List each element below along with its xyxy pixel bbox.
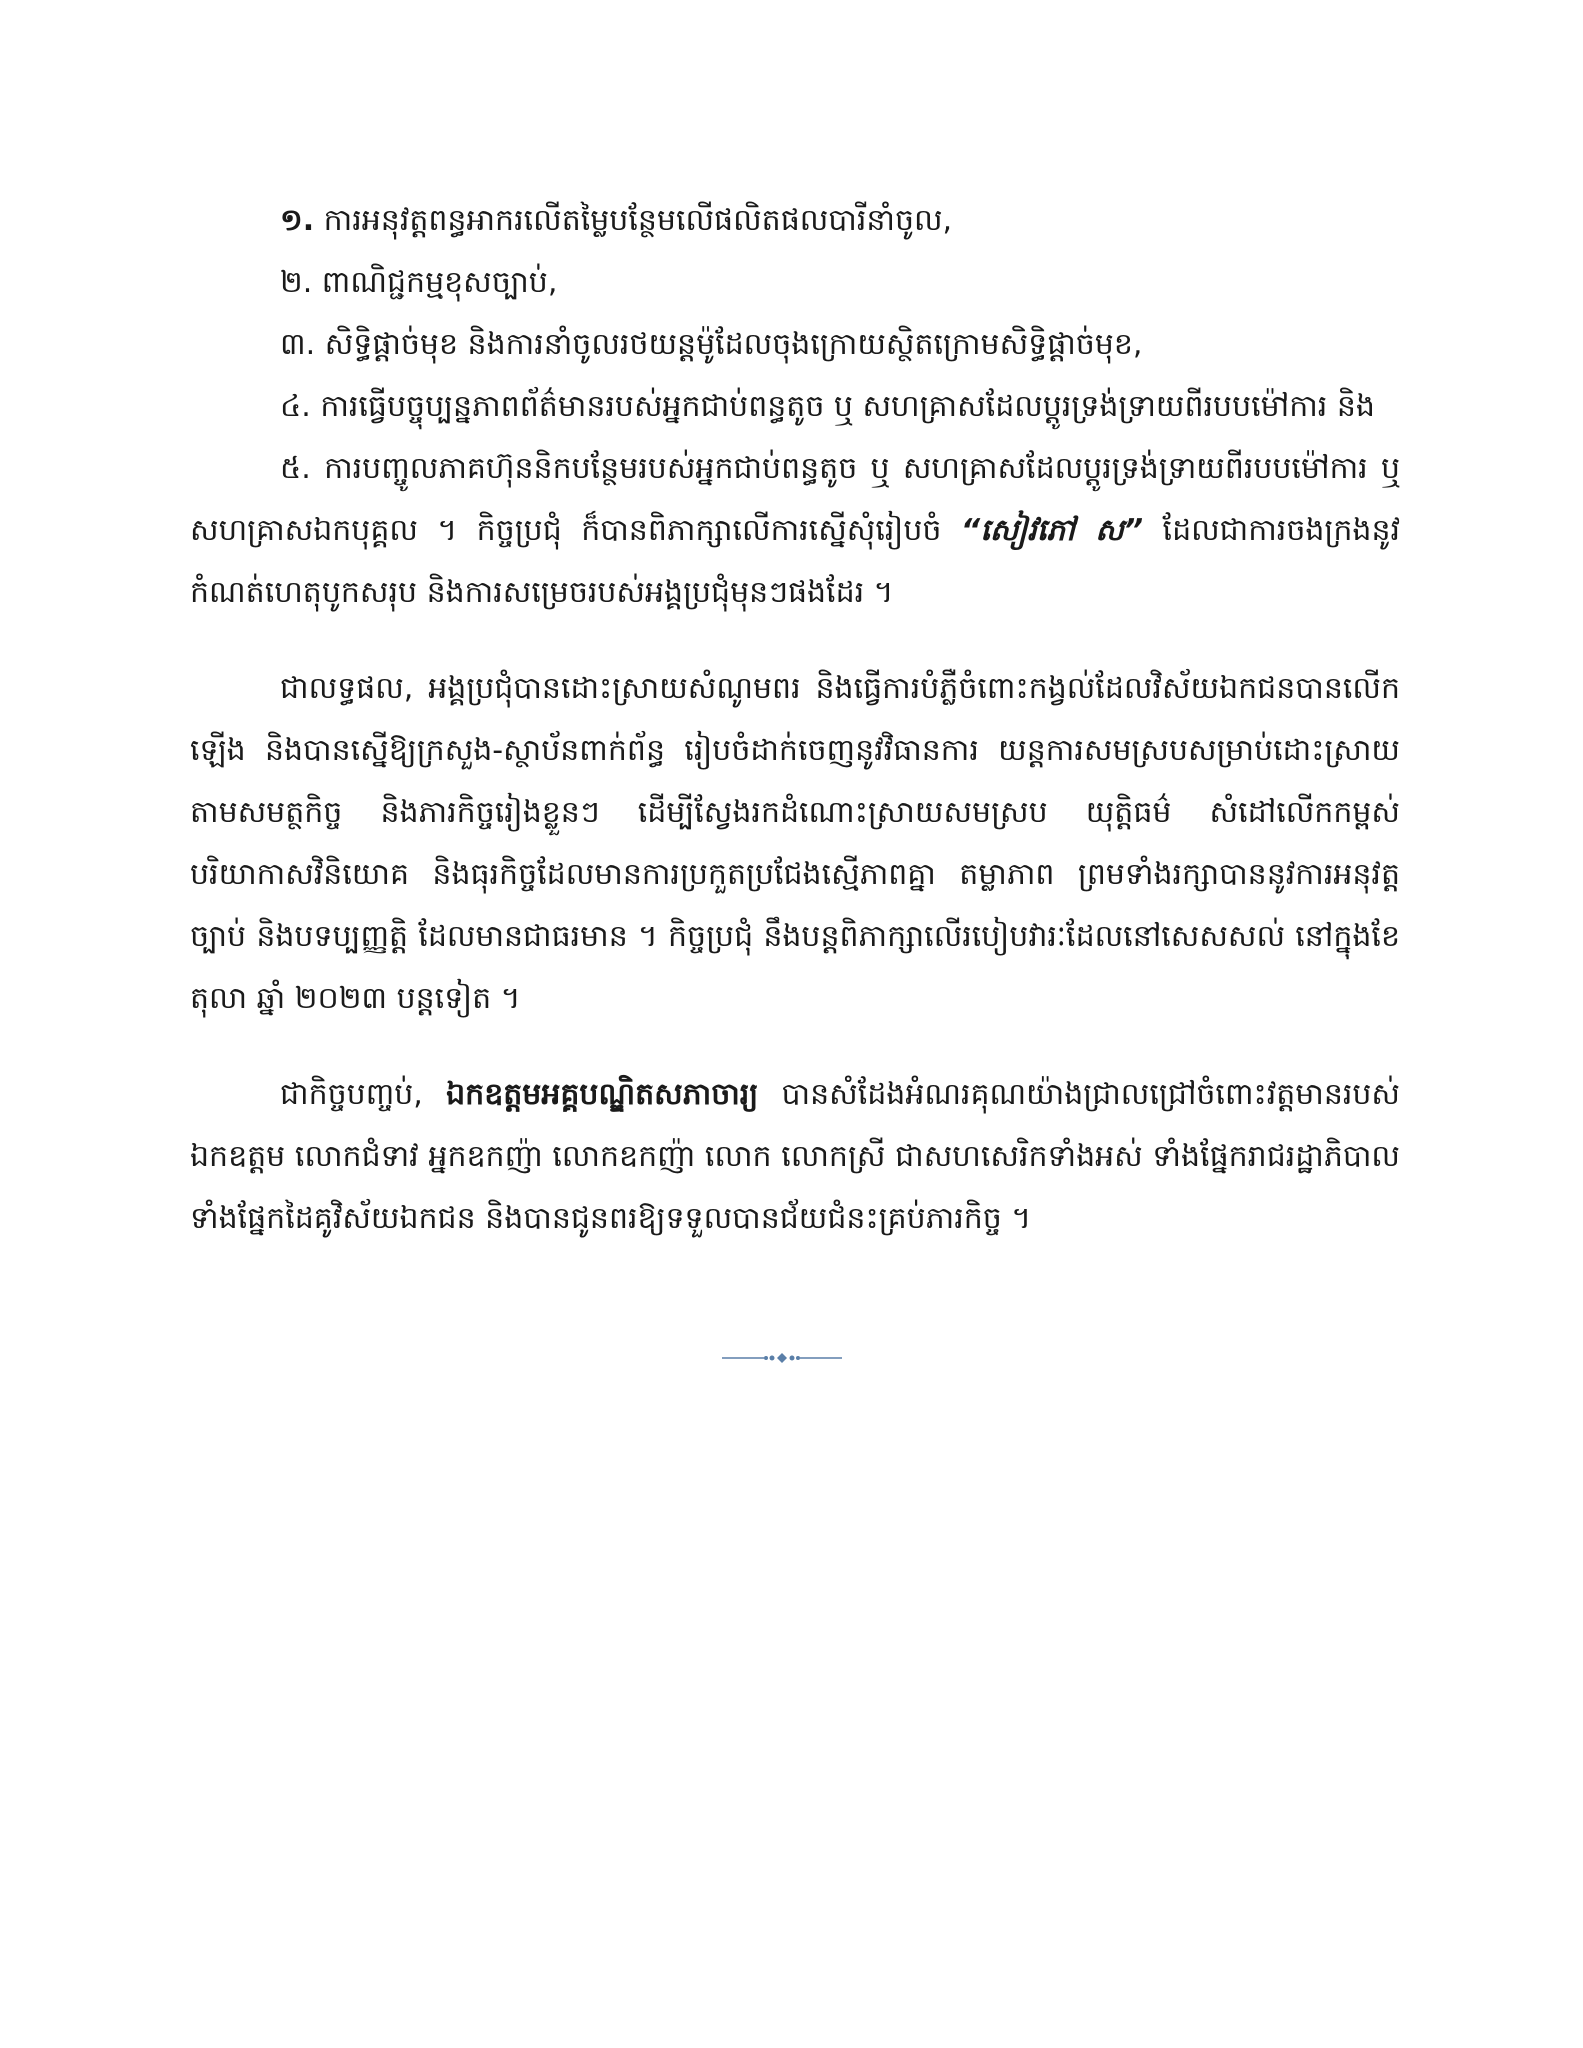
results-paragraph: ជាលទ្ធផល, អង្គប្រជុំបានដោះស្រាយសំណូមពរ និងធ្វើការបំភ្លឺចំពោះកង្វល់ដែលវិស័យឯកជនបានលើកឡើង និងបានស្នើឱ្យក្រសួង-ស្ថាប័នពាក់ព័ន្ធ រៀបចំដាក់ចេញនូវវិធានការ យន្តការសមស្របសម្រាប់ដោះស្រាយតាមសមត្ថកិច្ច និងភារកិច្ចរៀងខ្លួនៗ ដើម្បីស្វែងរកដំណោះស្រាយសមស្រប យុត្តិធម៌ សំដៅលើកកម្ពស់បរិយាកាសវិនិយោគ និងធុរកិច្ចដែលមានការប្រកួតប្រជែងស្មើភាពគ្នា តម្លាភាព ព្រមទាំងរក្សាបាននូវការអនុវត្តច្បាប់ និងបទប្បញ្ញត្តិ ដែលមានជាធរមាន ។ កិច្ចប្រជុំ នឹងបន្តពិភាក្សាលើរបៀបវារៈដែលនៅសេសសល់ នៅក្នុងខែ តុលា ឆ្នាំ ២០២៣ បន្តទៀត ។ — [190, 671, 1400, 1016]
list-text: សិទ្ធិផ្តាច់មុខ និងការនាំចូលរថយន្តម៉ូដែលចុងក្រោយស្ថិតក្រោមសិទ្ធិផ្តាច់មុខ, — [324, 327, 1143, 362]
book-title-highlight: “សៀវភៅ ស” — [960, 513, 1144, 548]
list-item-3 — [190, 314, 1400, 376]
list-text: ការអនុវត្តពន្ធអាករលើតម្លៃបន្ថែមលើផលិតផលបារីនាំចូល, — [323, 203, 953, 238]
list-number: ៣. — [280, 327, 316, 362]
list-item-5 — [190, 438, 1400, 624]
list-number: ៥. — [280, 451, 311, 486]
closing-text-end: បានសំដែងអំណរគុណយ៉ាងជ្រាលជ្រៅចំពោះវត្តមានរបស់ឯកឧត្តម លោកជំទាវ អ្នកឧកញ៉ា លោកឧកញ៉ា លោក លោកស្រី ជាសហសេរិកទាំងអស់ ទាំងផ្នែករាជរដ្ឋាភិបាល ទាំងផ្នែកដៃគូវិស័យឯកជន និងបានជូនពរឱ្យទទួលបានជ័យជំនះគ្រប់ភារកិច្ច ។ — [190, 1077, 1401, 1236]
closing-paragraph — [190, 1064, 1400, 1250]
list-text-start: ការបញ្ចូលភាគហ៊ុននិកបន្ថែមរបស់អ្នកជាប់ពន្ធតូច ឬ សហគ្រាសដែលប្តូរទ្រង់ទ្រាយពីរបបម៉ៅការ ឬ សហគ្រាសឯកបុគ្គល ។ កិច្ចប្រជុំ ក៏បានពិភាក្សាលើការស្នើសុំរៀបចំ — [190, 451, 1400, 548]
paragraph-gap — [190, 624, 1400, 658]
closing-honorific: ឯកឧត្តមអគ្គបណ្ឌិតសភាចារ្យ — [446, 1077, 759, 1112]
list-number: ១. — [280, 203, 315, 238]
list-number: ៤. — [280, 389, 311, 424]
list-text: ការធ្វើបច្ចុប្បន្នភាពព័ត៌មានរបស់អ្នកជាប់ពន្ធតូច ឬ សហគ្រាសដែលប្តូរទ្រង់ទ្រាយពីរបបម៉ៅការ និង — [320, 389, 1375, 424]
divider-ornament-icon — [722, 1350, 842, 1366]
list-text: ពាណិជ្ជកម្មខុសច្បាប់, — [321, 265, 558, 300]
list-item-1 — [190, 190, 1400, 252]
document-body — [190, 190, 1400, 1250]
list-text-end: ដែលជាការចងក្រងនូវកំណត់ហេតុបូកសរុប និងការសម្រេចរបស់អង្គប្រជុំមុនៗផងដែរ ។ — [190, 513, 1401, 610]
list-item-2 — [190, 252, 1400, 314]
list-number: ២. — [280, 265, 313, 300]
list-item-4 — [190, 376, 1400, 438]
closing-text-start: ជាកិច្ចបញ្ចប់, — [280, 1077, 447, 1112]
paragraph-gap — [190, 1030, 1400, 1064]
